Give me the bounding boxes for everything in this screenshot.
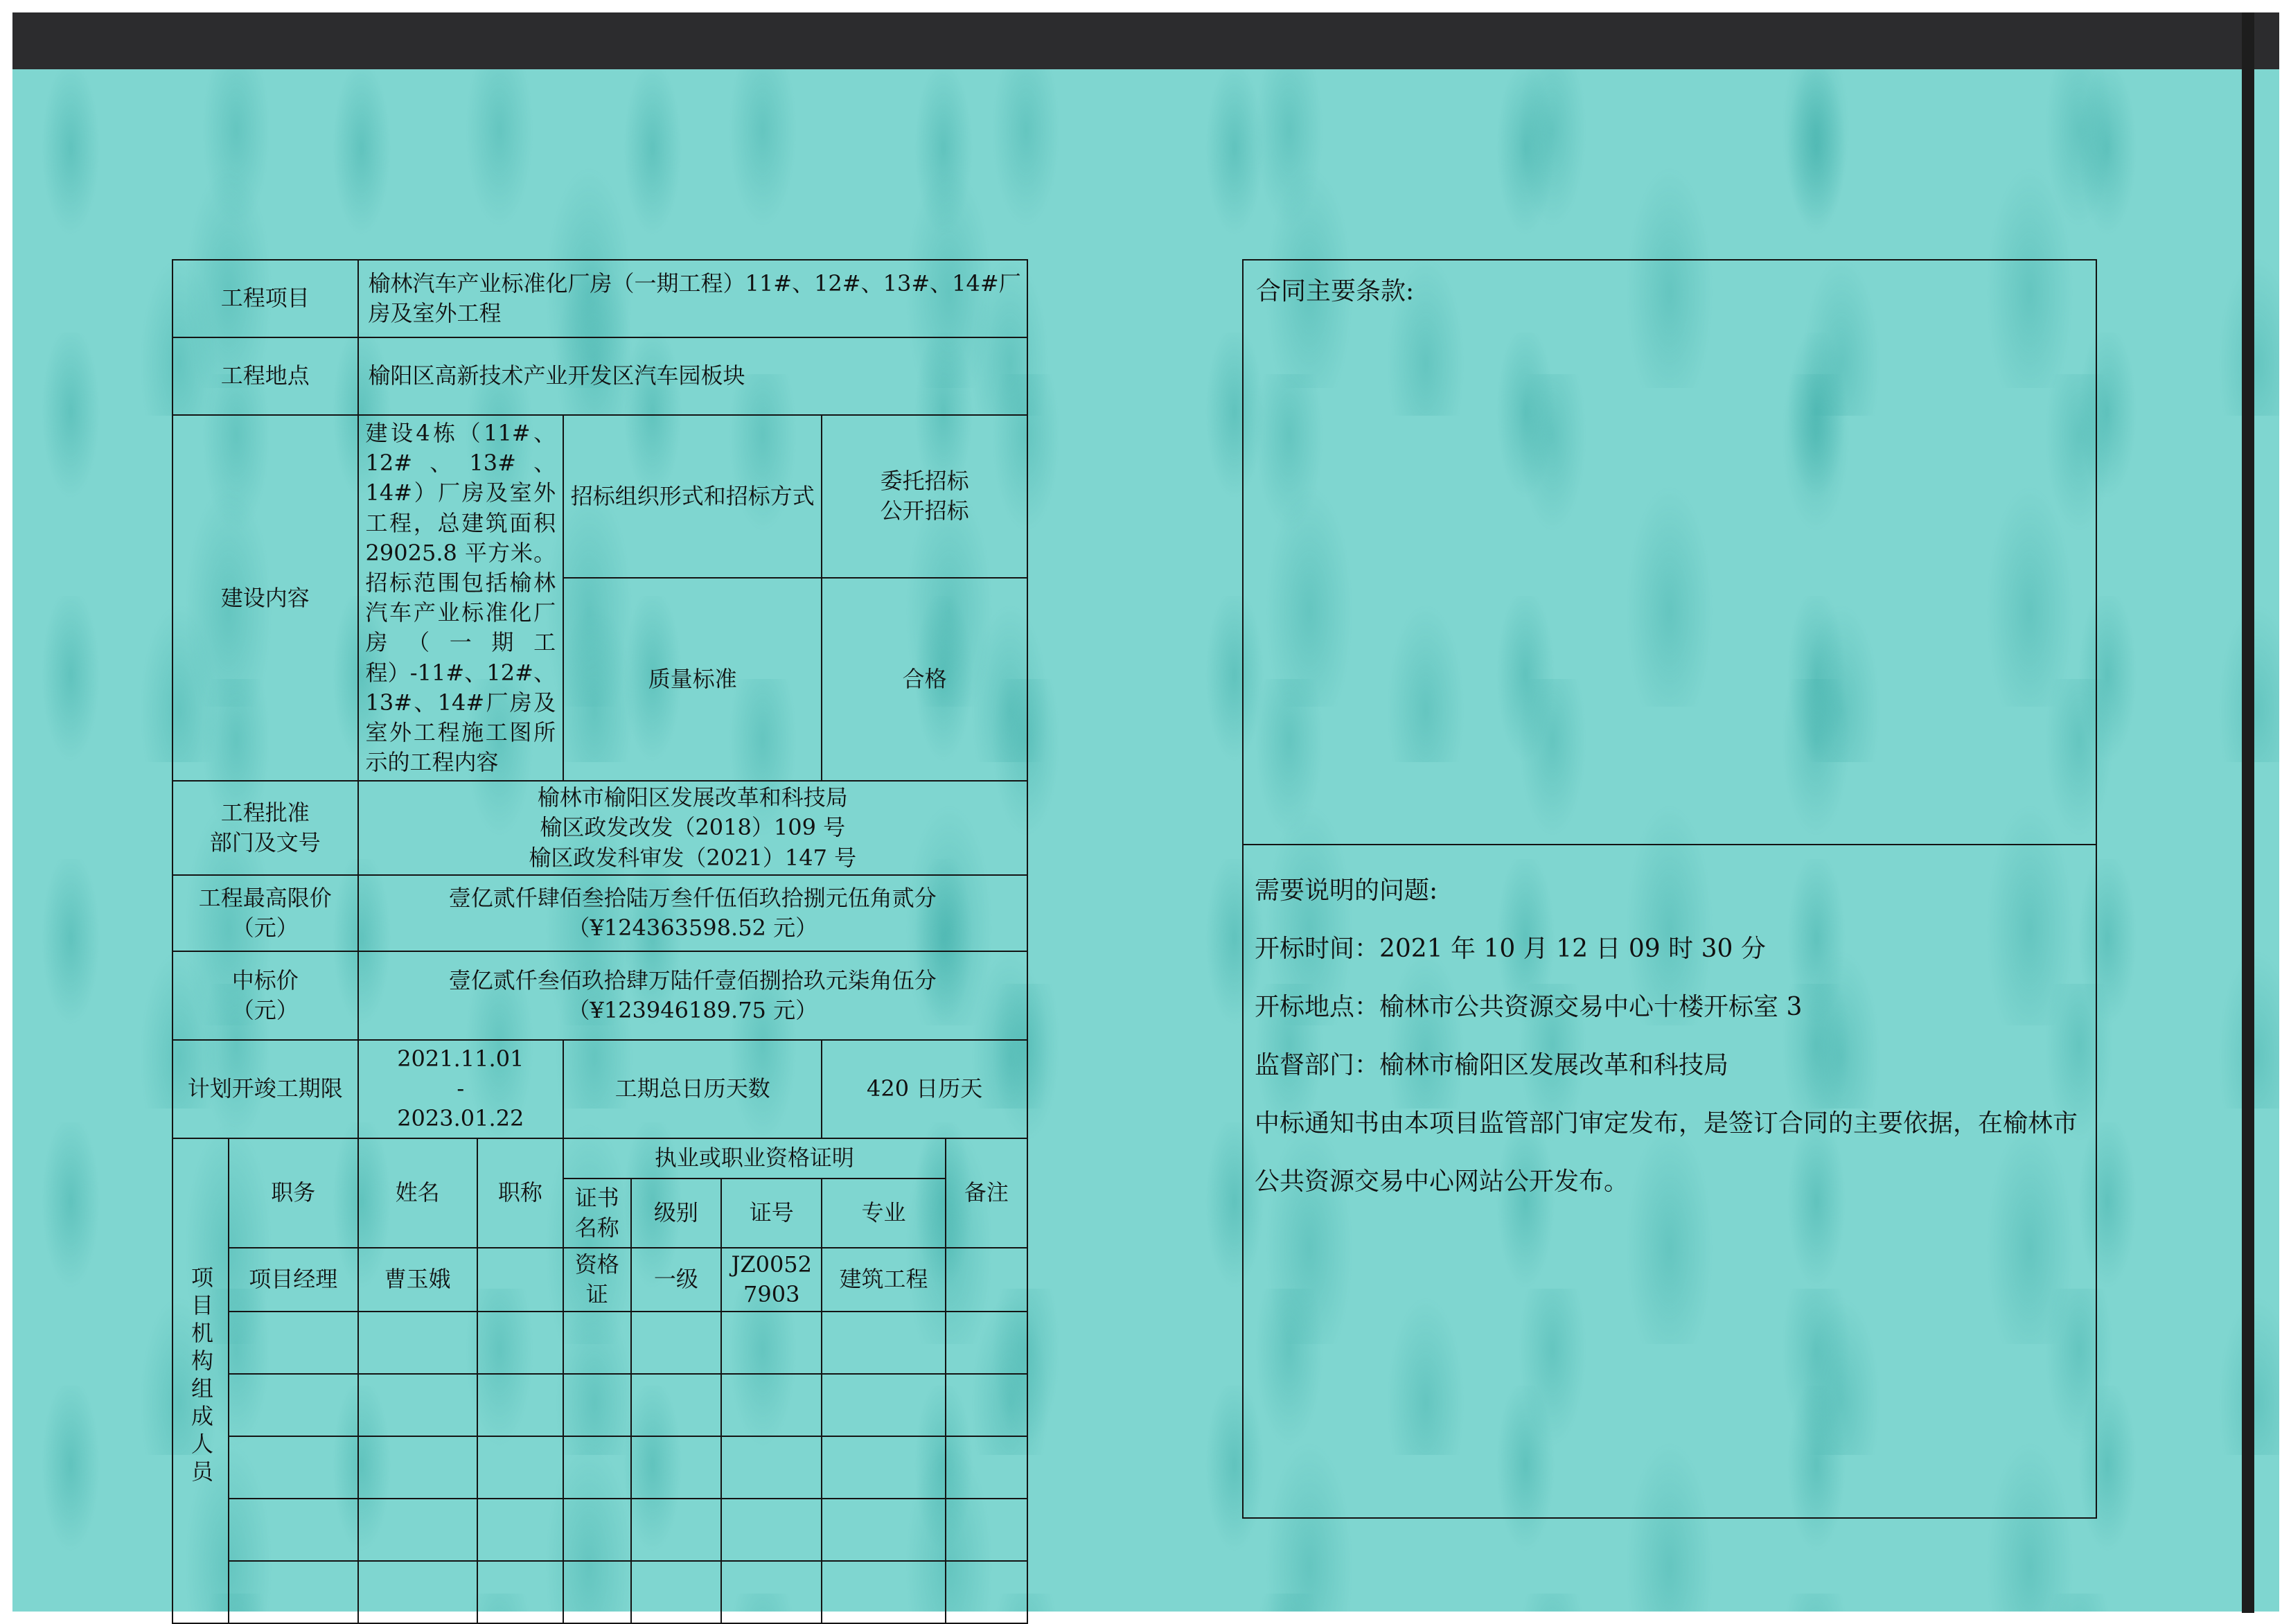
max-price-words: 壹亿贰仟肆佰叁拾陆万叁仟伍佰玖拾捌元伍角贰分 bbox=[448, 884, 937, 911]
win-price-label bbox=[173, 951, 358, 1040]
schedule-end: 2023.01.22 bbox=[397, 1105, 524, 1132]
win-price-value bbox=[358, 951, 1027, 1040]
open-time: 开标时间：2021 年 10 月 12 日 09 时 30 分 bbox=[1255, 935, 1766, 963]
row-staff-header-1 bbox=[173, 1138, 1027, 1179]
right-scan-border bbox=[2242, 12, 2254, 1613]
panel-divider bbox=[1244, 844, 2096, 845]
row-schedule bbox=[173, 1040, 1027, 1138]
bid-form-value bbox=[822, 415, 1027, 578]
bid-form-value-line1: 委托招标 bbox=[880, 468, 969, 495]
project-value: 榆林汽车产业标准化厂房（一期工程）11#、12#、13#、14#厂房及室外工程 bbox=[358, 260, 1027, 337]
staff-cert-no: JZ00527903 bbox=[721, 1248, 822, 1312]
quality-value: 合格 bbox=[822, 578, 1027, 781]
staff-remark bbox=[946, 1248, 1027, 1312]
schedule-label: 计划开竣工期限 bbox=[173, 1040, 358, 1138]
row-max-price bbox=[173, 875, 1027, 951]
bid-award-form-table bbox=[172, 259, 1028, 1624]
row-win-price bbox=[173, 951, 1027, 1040]
approval-line3: 榆区政发科审发（2021）147 号 bbox=[529, 844, 857, 871]
staff-side-label: 项目机构组成人员 bbox=[173, 1138, 229, 1623]
location-value: 榆阳区高新技术产业开发区汽车园板块 bbox=[358, 337, 1027, 415]
max-price-label-line1: 工程最高限价 bbox=[198, 884, 332, 911]
table-row bbox=[173, 1374, 1027, 1436]
row-approval bbox=[173, 781, 1027, 875]
approval-line2: 榆区政发改发（2018）109 号 bbox=[540, 814, 846, 841]
schedule-value bbox=[358, 1040, 564, 1138]
staff-cert-name: 资格证 bbox=[563, 1248, 630, 1312]
col-duty: 职务 bbox=[229, 1138, 358, 1248]
duration-label: 工期总日历天数 bbox=[563, 1040, 822, 1138]
win-price-words: 壹亿贰仟叁佰玖拾肆万陆仟壹佰捌拾玖元柒角伍分 bbox=[448, 967, 937, 994]
row-project bbox=[173, 260, 1027, 337]
approval-label bbox=[173, 781, 358, 875]
col-cert-name: 证书名称 bbox=[563, 1179, 630, 1248]
table-row bbox=[173, 1312, 1027, 1374]
approval-value bbox=[358, 781, 1027, 875]
right-panel bbox=[1242, 259, 2097, 1519]
top-scan-border bbox=[12, 12, 2279, 69]
max-price-label-line2: （元） bbox=[231, 914, 299, 941]
schedule-dash: - bbox=[457, 1075, 465, 1102]
approval-label-line2: 部门及文号 bbox=[209, 829, 321, 856]
contract-terms-title: 合同主要条款: bbox=[1256, 277, 1415, 306]
col-name: 姓名 bbox=[358, 1138, 477, 1248]
table-row bbox=[173, 1248, 1027, 1312]
staff-name: 曹玉娥 bbox=[358, 1248, 477, 1312]
table-row bbox=[173, 1436, 1027, 1499]
col-cert-no: 证号 bbox=[721, 1179, 822, 1248]
location-label: 工程地点 bbox=[173, 337, 358, 415]
max-price-label bbox=[173, 875, 358, 951]
staff-major: 建筑工程 bbox=[822, 1248, 945, 1312]
statement: 中标通知书由本项目监管部门审定发布，是签订合同的主要依据，在榆林市公共资源交易中心网站公开发布。 bbox=[1255, 1109, 2078, 1196]
max-price-value bbox=[358, 875, 1027, 951]
notes-title: 需要说明的问题: bbox=[1255, 876, 1438, 905]
row-content-1 bbox=[173, 415, 1027, 578]
staff-level: 一级 bbox=[631, 1248, 722, 1312]
col-remark: 备注 bbox=[946, 1138, 1027, 1248]
project-label: 工程项目 bbox=[173, 260, 358, 337]
bid-form-label: 招标组织形式和招标方式 bbox=[563, 415, 822, 578]
col-title: 职称 bbox=[477, 1138, 563, 1248]
row-location bbox=[173, 337, 1027, 415]
win-price-number: （¥123946189.75 元） bbox=[567, 996, 818, 1023]
col-cert-group: 执业或职业资格证明 bbox=[563, 1138, 946, 1179]
duration-value: 420 日历天 bbox=[822, 1040, 1027, 1138]
bid-form-value-line2: 公开招标 bbox=[880, 497, 969, 524]
staff-duty: 项目经理 bbox=[229, 1248, 358, 1312]
staff-title bbox=[477, 1248, 563, 1312]
quality-label: 质量标准 bbox=[563, 578, 822, 781]
max-price-number: （¥124363598.52 元） bbox=[567, 914, 818, 941]
win-price-label-line2: （元） bbox=[231, 996, 299, 1023]
supervisor: 监督部门：榆林市榆阳区发展改革和科技局 bbox=[1255, 1051, 1729, 1079]
content-value: 建设4栋（11#、12#、13#、14#）厂房及室外工程，总建筑面积 29025.8 平方米。招标范围包括榆林汽车产业标准化厂房（一期工程）-11#、12#、13#、14#厂房及室外工程施工图所示的工程内容 bbox=[358, 415, 564, 781]
approval-line1: 榆林市榆阳区发展改革和科技局 bbox=[537, 784, 848, 811]
approval-label-line1: 工程批准 bbox=[220, 799, 310, 826]
table-row bbox=[173, 1561, 1027, 1623]
col-level: 级别 bbox=[631, 1179, 722, 1248]
schedule-start: 2021.11.01 bbox=[397, 1045, 524, 1073]
win-price-label-line1: 中标价 bbox=[231, 967, 299, 994]
content-label: 建设内容 bbox=[173, 415, 358, 781]
col-major: 专业 bbox=[822, 1179, 945, 1248]
open-place: 开标地点：榆林市公共资源交易中心十楼开标室 3 bbox=[1255, 993, 1803, 1021]
table-row bbox=[173, 1499, 1027, 1561]
notes-section bbox=[1255, 862, 2083, 1211]
